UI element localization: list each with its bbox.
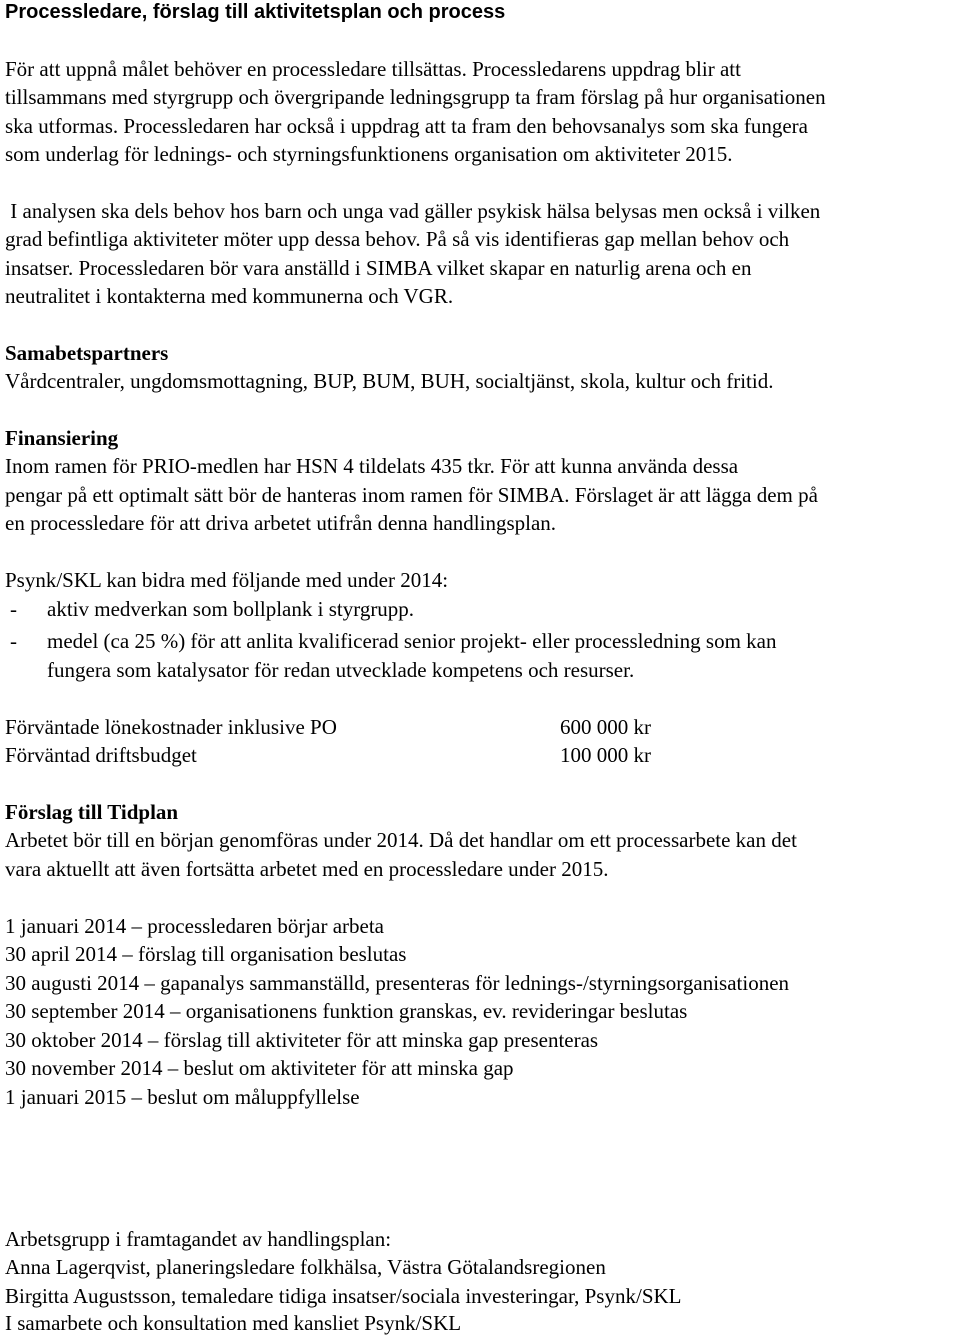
bullet-text: medel (ca 25 %) för att anlita kvalificerad senior projekt- eller processledning som kan	[47, 629, 777, 653]
milestone-item: 30 september 2014 – organisationens funktion granskas, ev. revideringar beslutas	[5, 999, 688, 1023]
intro-line: tillsammans med styrgrupp och övergripande ledningsgrupp ta fram förslag på hur organisationen	[5, 85, 826, 109]
budget-label: Förväntad driftsbudget	[5, 743, 197, 767]
milestone-item: 1 januari 2014 – processledaren börjar arbeta	[5, 914, 385, 938]
document-title: Processledare, förslag till aktivitetsplan och process	[5, 1, 506, 23]
workgroup-heading: Arbetsgrupp i framtagandet av handlingsplan:	[5, 1227, 392, 1251]
analysis-line: insatser. Processledaren bör vara anställd i SIMBA vilket skapar en naturlig arena och en	[5, 256, 752, 280]
intro-line: som underlag för lednings- och styrningsfunktionens organisation om aktiviteter 2015.	[5, 142, 733, 166]
intro-line: För att uppnå målet behöver en processledare tillsättas. Processledarens uppdrag blir att	[5, 57, 741, 81]
partners-text: Vårdcentraler, ungdomsmottagning, BUP, BUM, BUH, socialtjänst, skola, kultur och fritid.	[5, 369, 774, 393]
financing-line: pengar på ett optimalt sätt bör de hanteras inom ramen för SIMBA. Förslaget är att lägga dem på	[5, 483, 818, 507]
budget-amount: 100 000 kr	[560, 743, 651, 767]
milestone-item: 30 augusti 2014 – gapanalys sammanställd, presenteras för lednings-/styrningsorganisationen	[5, 971, 790, 995]
budget-amount: 600 000 kr	[560, 715, 651, 739]
workgroup-line: Anna Lagerqvist, planeringsledare folkhälsa, Västra Götalandsregionen	[5, 1255, 606, 1279]
bullet-text: aktiv medverkan som bollplank i styrgrupp.	[47, 597, 415, 621]
psynk-intro: Psynk/SKL kan bidra med följande med under 2014:	[5, 568, 449, 592]
bullet-dash: -	[10, 629, 17, 653]
bullet-dash: -	[10, 597, 17, 621]
partners-heading: Samabetspartners	[5, 341, 169, 365]
bullet-text: fungera som katalysator för redan utvecklade kompetens och resurser.	[47, 658, 635, 682]
milestone-item: 30 oktober 2014 – förslag till aktiviteter för att minska gap presenteras	[5, 1028, 599, 1052]
timeplan-line: vara aktuellt att även fortsätta arbetet med en processledare under 2015.	[5, 857, 609, 881]
financing-line: Inom ramen för PRIO-medlen har HSN 4 tildelats 435 tkr. För att kunna använda dessa	[5, 454, 739, 478]
workgroup-line: I samarbete och konsultation med kansliet Psynk/SKL	[5, 1311, 462, 1335]
intro-line: ska utformas. Processledaren har också i uppdrag att ta fram den behovsanalys som ska fungera	[5, 114, 808, 138]
timeplan-heading: Förslag till Tidplan	[5, 800, 179, 824]
milestone-item: 30 november 2014 – beslut om aktiviteter för att minska gap	[5, 1056, 514, 1080]
workgroup-line: Birgitta Augustsson, temaledare tidiga insatser/sociala investeringar, Psynk/SKL	[5, 1284, 682, 1308]
analysis-line: I analysen ska dels behov hos barn och unga vad gäller psykisk hälsa belysas men också i vilken	[5, 199, 821, 223]
milestone-item: 1 januari 2015 – beslut om måluppfyllelse	[5, 1085, 360, 1109]
analysis-line: grad befintliga aktiviteter möter upp dessa behov. På så vis identifieras gap mellan behov och	[5, 227, 790, 251]
milestone-item: 30 april 2014 – förslag till organisation beslutas	[5, 942, 407, 966]
analysis-line: neutralitet i kontakterna med kommunerna och VGR.	[5, 284, 454, 308]
financing-heading: Finansiering	[5, 426, 119, 450]
financing-line: en processledare för att driva arbetet utifrån denna handlingsplan.	[5, 511, 557, 535]
budget-label: Förväntade lönekostnader inklusive PO	[5, 715, 337, 739]
timeplan-line: Arbetet bör till en början genomföras under 2014. Då det handlar om ett processarbete kan det	[5, 828, 797, 852]
